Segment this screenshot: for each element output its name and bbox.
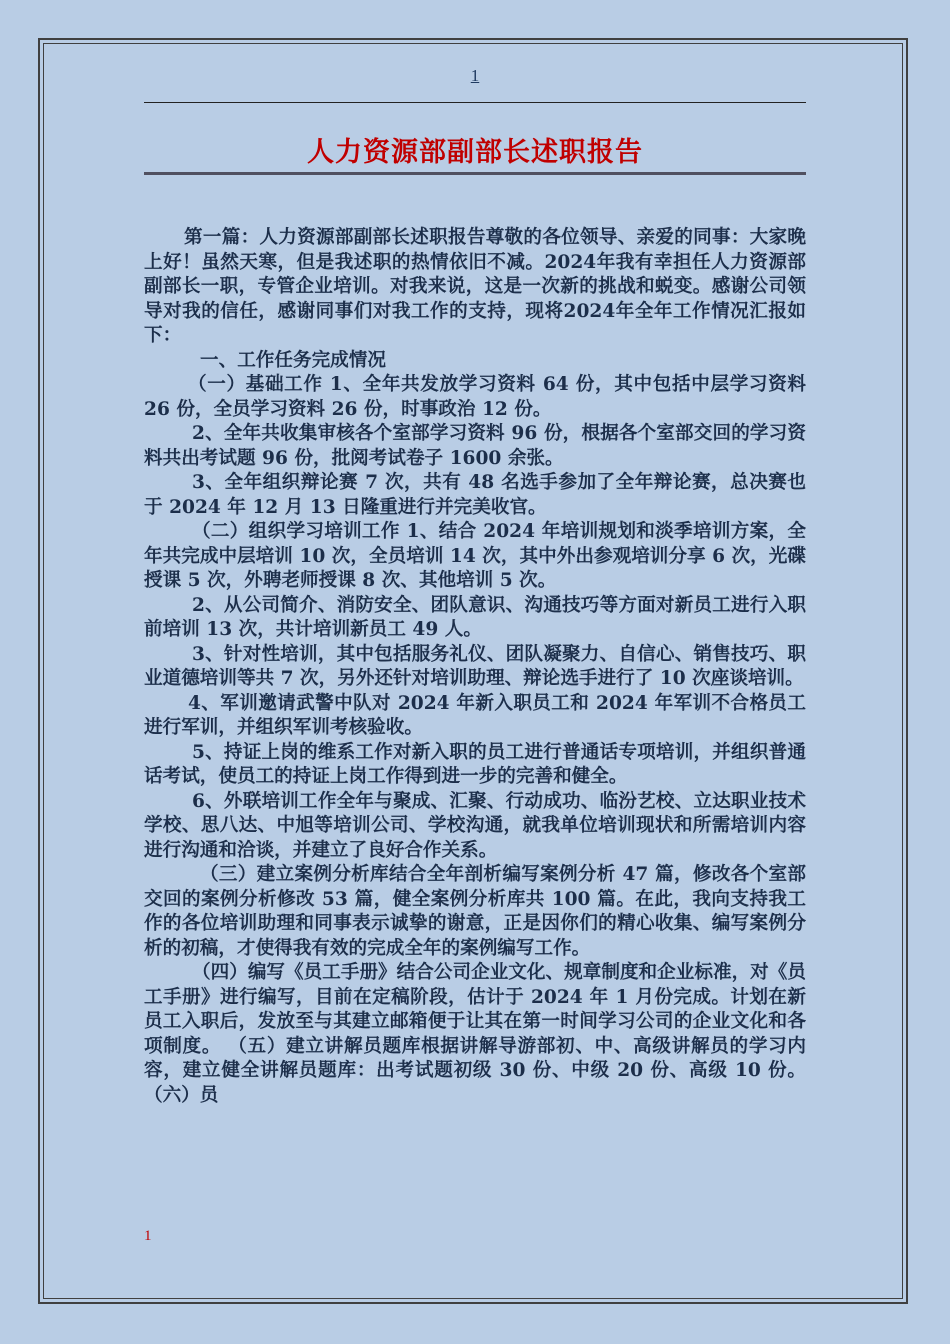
- header-page-number: 1: [470, 66, 480, 85]
- section-heading: 一、工作任务完成情况: [200, 349, 386, 371]
- paragraph: 3、全年组织辩论赛 7 次，共有 48 名选手参加了全年辩论赛，总决赛也于 2024 年 12 月 13 日隆重进行并完美收官。: [144, 472, 806, 518]
- title-rule: [144, 172, 806, 175]
- document-body: [144, 226, 806, 1108]
- paragraph: （四）编写《员工手册》结合公司企业文化、规章制度和企业标准，对《员工手册》进行编写，目前在定稿阶段，估计于 2024 年 1 月份完成。计划在新员工入职后，发放至与其建立邮箱便于让其在第一时间学习公司的企业文化和各项制度。 （五）建立讲解员题库根据讲解导游部初、中、高级讲解员的学习内容，建立健全讲解员题库：出考试题初级 30 份、中级 20 份、高级 10 份。 （六）员: [144, 962, 806, 1106]
- paragraph: （二）组织学习培训工作 1、结合 2024 年培训规划和淡季培训方案，全年共完成中层培训 10 次，全员培训 14 次，其中外出参观培训分享 6 次，光碟授课 5 次，外聘老师授课 8 次、其他培训 5 次。: [144, 521, 806, 591]
- paragraph: 4、军训邀请武警中队对 2024 年新入职员工和 2024 年军训不合格员工进行军训，并组织军训考核验收。: [144, 692, 806, 738]
- paragraph: 第一篇：人力资源部副部长述职报告尊敬的各位领导、亲爱的同事：大家晚上好！虽然天寒，但是我述职的热情依旧不减。2024年我有幸担任人力资源部副部长一职，专管企业培训。对我来说，这是一次新的挑战和蜕变。感谢公司领导对我的信任，感谢同事们对我工作的支持，现将2024年全年工作情况汇报如下：: [144, 227, 806, 346]
- document-title: 人力资源部副部长述职报告: [307, 137, 643, 168]
- footer-page-number: 1: [144, 1228, 152, 1244]
- paragraph: 6、外联培训工作全年与聚成、汇聚、行动成功、临汾艺校、立达职业技术学校、思八达、中旭等培训公司、学校沟通，就我单位培训现状和所需培训内容进行沟通和洽谈，并建立了良好合作关系。: [144, 790, 806, 861]
- paragraph: 2、从公司简介、消防安全、团队意识、沟通技巧等方面对新员工进行入职前培训 13 次，共计培训新员工 49 人。: [144, 594, 806, 640]
- paragraph: （三）建立案例分析库结合全年剖析编写案例分析 47 篇，修改各个室部交回的案例分析修改 53 篇，健全案例分析库共 100 篇。在此，我向支持我工作的各位培训助理和同事表示诚挚的谢意，正是因你们的精心收集、编写案例分析的初稿，才使得我有效的完成全年的案例编写工作。: [144, 864, 806, 959]
- header-rule: [144, 102, 806, 103]
- paragraph: 5、持证上岗的维系工作对新入职的员工进行普通话专项培训，并组织普通话考试，使员工的持证上岗工作得到进一步的完善和健全。: [144, 741, 806, 787]
- paragraph: （一）基础工作 1、全年共发放学习资料 64 份，其中包括中层学习资料 26 份，全员学习资料 26 份，时事政治 12 份。: [144, 374, 806, 420]
- paragraph: 3、针对性培训，其中包括服务礼仪、团队凝聚力、自信心、销售技巧、职业道德培训等共 7 次，另外还针对培训助理、辩论选手进行了 10 次座谈培训。: [144, 643, 806, 689]
- paragraph: 2、全年共收集审核各个室部学习资料 96 份，根据各个室部交回的学习资料共出考试题 96 份，批阅考试卷子 1600 余张。: [144, 423, 806, 469]
